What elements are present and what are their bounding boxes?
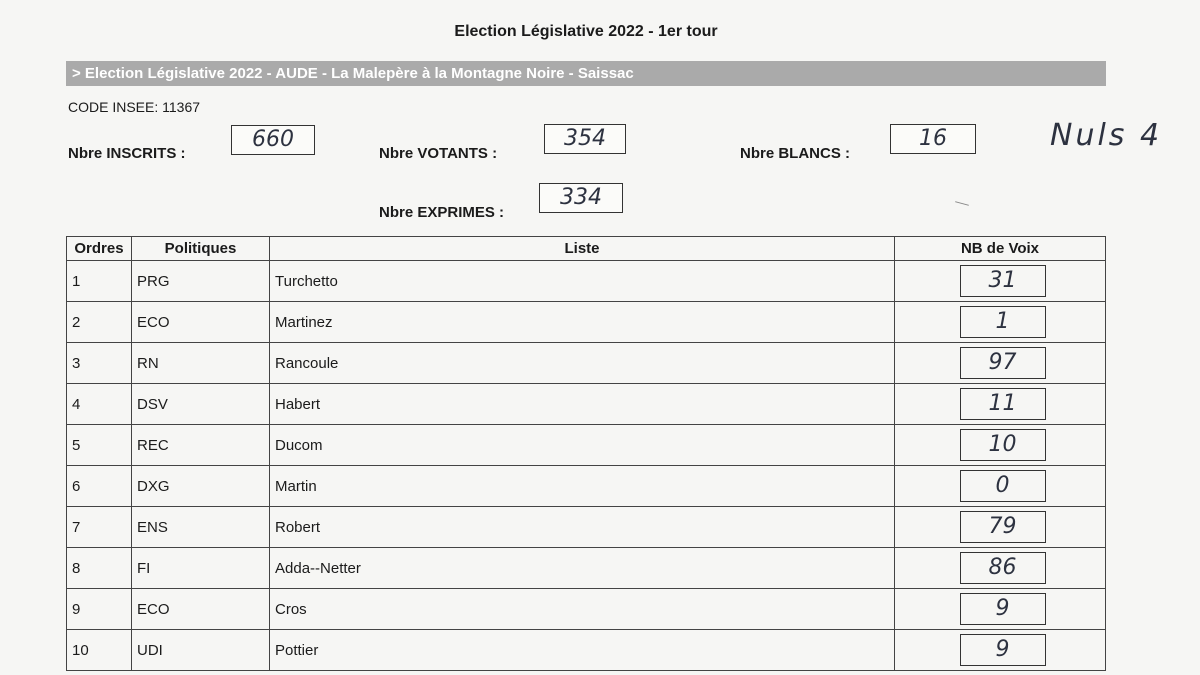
page-title: Election Législative 2022 - 1er tour xyxy=(454,23,718,40)
table-row xyxy=(67,548,1106,589)
votants-value: 354 xyxy=(544,124,626,154)
voix-cell xyxy=(895,302,1106,343)
table-header-row xyxy=(67,237,1106,261)
ordre-cell: 5 xyxy=(67,425,132,466)
ordre-cell: 1 xyxy=(67,261,132,302)
ordre-cell: 8 xyxy=(67,548,132,589)
table-row xyxy=(67,302,1106,343)
blancs-value: 16 xyxy=(890,124,976,154)
inscrits-value: 660 xyxy=(231,125,315,155)
header-liste: Liste xyxy=(270,237,895,261)
parti-cell: RN xyxy=(132,343,270,384)
table-row xyxy=(67,466,1106,507)
voix-handwritten-value: 9 xyxy=(960,593,1046,625)
parti-cell: ENS xyxy=(132,507,270,548)
voix-cell xyxy=(895,384,1106,425)
header-nb-voix: NB de Voix xyxy=(895,237,1106,261)
ordre-cell: 7 xyxy=(67,507,132,548)
liste-cell: Martin xyxy=(270,466,895,507)
liste-cell: Rancoule xyxy=(270,343,895,384)
blancs-label: Nbre BLANCS : xyxy=(740,145,851,162)
liste-cell: Ducom xyxy=(270,425,895,466)
voix-handwritten-value: 1 xyxy=(960,306,1046,338)
liste-cell: Cros xyxy=(270,589,895,630)
votants-label: Nbre VOTANTS : xyxy=(379,145,498,162)
exprimes-value: 334 xyxy=(539,183,623,213)
voix-handwritten-value: 31 xyxy=(960,265,1046,297)
ordre-cell: 3 xyxy=(67,343,132,384)
voix-cell xyxy=(895,343,1106,384)
table-row xyxy=(67,261,1106,302)
liste-cell: Habert xyxy=(270,384,895,425)
liste-cell: Pottier xyxy=(270,630,895,671)
parti-cell: REC xyxy=(132,425,270,466)
parti-cell: UDI xyxy=(132,630,270,671)
parti-cell: DXG xyxy=(132,466,270,507)
parti-cell: PRG xyxy=(132,261,270,302)
parti-cell: ECO xyxy=(132,589,270,630)
voix-cell xyxy=(895,507,1106,548)
voix-cell xyxy=(895,630,1106,671)
voix-cell xyxy=(895,425,1106,466)
ordre-cell: 4 xyxy=(67,384,132,425)
voix-handwritten-value: 10 xyxy=(960,429,1046,461)
voix-cell xyxy=(895,261,1106,302)
commune-banner: > Election Législative 2022 - AUDE - La Malepère à la Montagne Noire - Saissac xyxy=(66,61,1106,86)
ordre-cell: 2 xyxy=(67,302,132,343)
results-table xyxy=(66,236,1106,671)
inscrits-label: Nbre INSCRITS : xyxy=(68,145,186,162)
table-row xyxy=(67,507,1106,548)
voix-cell xyxy=(895,548,1106,589)
parti-cell: DSV xyxy=(132,384,270,425)
table-row xyxy=(67,343,1106,384)
header-ordres: Ordres xyxy=(67,237,132,261)
parti-cell: ECO xyxy=(132,302,270,343)
liste-cell: Adda--Netter xyxy=(270,548,895,589)
voix-cell xyxy=(895,466,1106,507)
pen-mark xyxy=(955,201,969,206)
liste-cell: Martinez xyxy=(270,302,895,343)
code-insee: CODE INSEE: 11367 xyxy=(68,99,201,115)
table-row xyxy=(67,630,1106,671)
voix-cell xyxy=(895,589,1106,630)
ordre-cell: 10 xyxy=(67,630,132,671)
voix-handwritten-value: 0 xyxy=(960,470,1046,502)
nuls-handwritten-note: Nuls 4 xyxy=(1050,118,1163,153)
table-row xyxy=(67,589,1106,630)
parti-cell: FI xyxy=(132,548,270,589)
voix-handwritten-value: 11 xyxy=(960,388,1046,420)
table-row xyxy=(67,384,1106,425)
liste-cell: Robert xyxy=(270,507,895,548)
voix-handwritten-value: 86 xyxy=(960,552,1046,584)
liste-cell: Turchetto xyxy=(270,261,895,302)
ordre-cell: 9 xyxy=(67,589,132,630)
voix-handwritten-value: 97 xyxy=(960,347,1046,379)
header-politiques: Politiques xyxy=(132,237,270,261)
ordre-cell: 6 xyxy=(67,466,132,507)
voix-handwritten-value: 79 xyxy=(960,511,1046,543)
exprimes-label: Nbre EXPRIMES : xyxy=(379,204,505,221)
voix-handwritten-value: 9 xyxy=(960,634,1046,666)
table-row xyxy=(67,425,1106,466)
